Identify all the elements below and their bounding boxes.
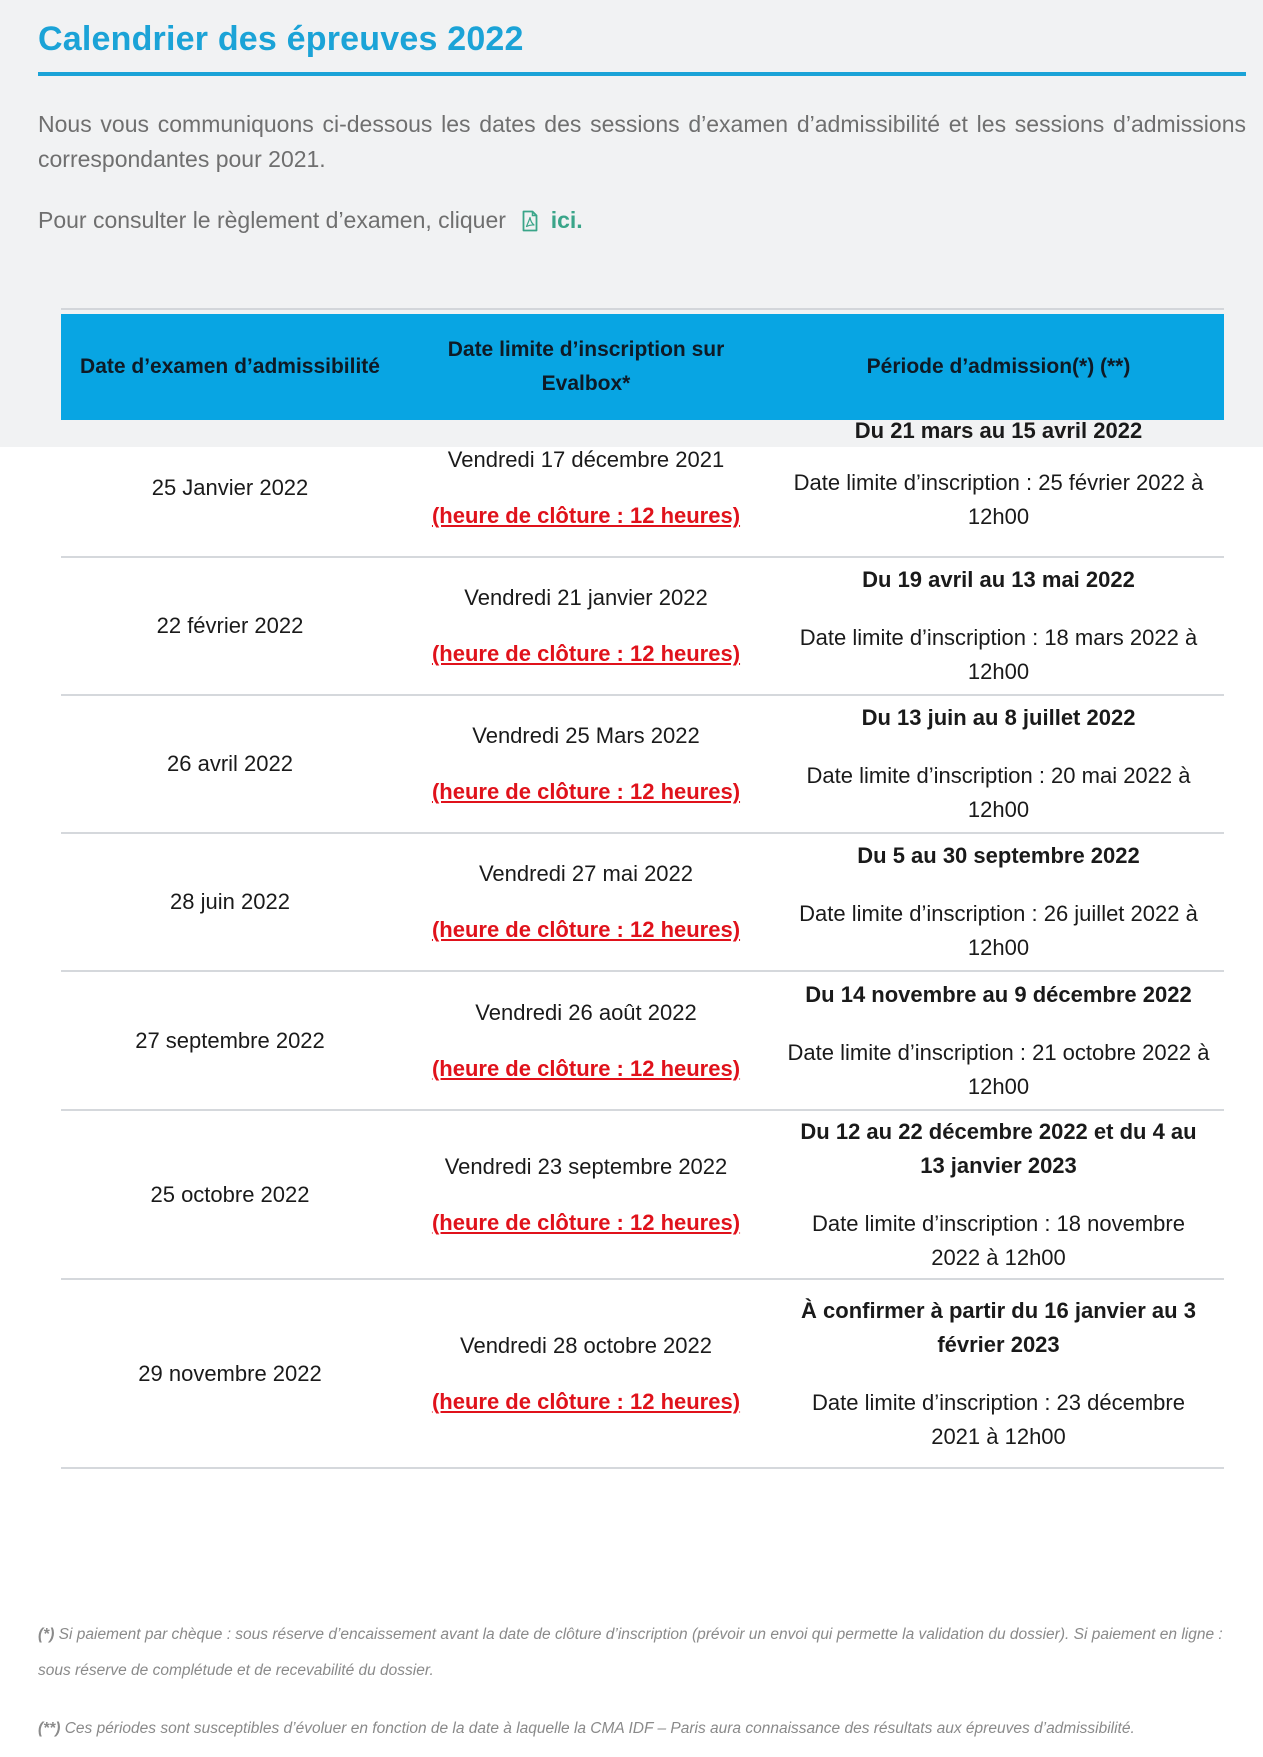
admission-cell xyxy=(773,1280,1224,1467)
admission-cell xyxy=(773,972,1224,1109)
deadline-text: Vendredi 28 octobre 2022 xyxy=(460,1332,712,1358)
header-admission-period: Période d’admission(*) (**) xyxy=(866,355,1131,378)
deadline-text: Vendredi 21 janvier 2022 xyxy=(464,585,708,610)
admission-limit: Date limite d’inscription : 23 décembre 2021 à 12h00 xyxy=(812,1389,1185,1449)
page-title: Calendrier des épreuves 2022 xyxy=(38,20,524,58)
admission-limit: Date limite d’inscription : 21 octobre 2022 à 12h00 xyxy=(787,1039,1210,1099)
exam-date-cell: 22 février 2022 xyxy=(156,613,304,638)
table-row xyxy=(61,1111,1224,1280)
admission-limit: Date limite d’inscription : 18 mars 2022 à 12h00 xyxy=(799,625,1198,684)
reglement-paragraph xyxy=(38,203,1246,242)
admission-period: Du 14 novembre au 9 décembre 2022 xyxy=(805,981,1192,1007)
footnote-2-text: Ces périodes sont susceptibles d’évoluer en fonction de la date à laquelle la CMA IDF – Paris aura connaissance des résultats aux épreuves d’admissibilité. xyxy=(60,1720,1135,1737)
deadline-cell xyxy=(399,1280,773,1467)
deadline-cell xyxy=(399,420,773,556)
table-row xyxy=(61,834,1224,972)
exam-date-cell: 25 Janvier 2022 xyxy=(151,475,309,500)
exam-date-cell: 29 novembre 2022 xyxy=(138,1360,322,1386)
table-row xyxy=(61,420,1224,558)
closing-time-note: (heure de clôture : 12 heures) xyxy=(431,1209,741,1235)
deadline-text: Vendredi 25 Mars 2022 xyxy=(472,723,700,748)
admission-limit: Date limite d’inscription : 25 février 2022 à 12h00 xyxy=(793,470,1204,529)
exam-date-cell: 25 octobre 2022 xyxy=(150,1181,310,1207)
deadline-cell xyxy=(399,834,773,970)
deadline-cell xyxy=(399,1111,773,1278)
footnote-1-marker: (*) xyxy=(38,1626,55,1643)
deadline-cell xyxy=(399,558,773,694)
admission-period: Du 12 au 22 décembre 2022 et du 4 au 13 janvier 2023 xyxy=(800,1118,1197,1178)
closing-time-note: (heure de clôture : 12 heures) xyxy=(431,1055,741,1081)
deadline-text: Vendredi 23 septembre 2022 xyxy=(444,1153,728,1179)
footnote-2-marker: (**) xyxy=(38,1720,61,1737)
deadline-cell xyxy=(399,696,773,832)
deadline-cell xyxy=(399,972,773,1109)
footnote-1 xyxy=(38,1617,1246,1689)
closing-time-note: (heure de clôture : 12 heures) xyxy=(431,503,741,528)
closing-time-note: (heure de clôture : 12 heures) xyxy=(431,917,741,942)
admission-cell xyxy=(773,834,1224,970)
intro-paragraph: Nous vous communiquons ci-dessous les dates des sessions d’examen d’admissibilité et les sessions d’admissions correspondantes pour 2021. xyxy=(38,111,1246,172)
admission-limit: Date limite d’inscription : 18 novembre 2022 à 12h00 xyxy=(812,1210,1185,1270)
exam-date-cell: 27 septembre 2022 xyxy=(135,1027,325,1053)
title-underline xyxy=(38,72,1246,76)
admission-period: Du 13 juin au 8 juillet 2022 xyxy=(861,705,1136,730)
footnotes xyxy=(38,1617,1246,1747)
admission-period: À confirmer à partir du 16 janvier au 3 février 2023 xyxy=(801,1297,1196,1357)
footnote-2 xyxy=(38,1711,1246,1747)
table-row xyxy=(61,972,1224,1111)
table-header xyxy=(61,314,1224,420)
admission-cell xyxy=(773,1111,1224,1278)
table-row xyxy=(61,558,1224,696)
reglement-link[interactable]: ici. xyxy=(550,207,583,233)
admission-cell xyxy=(773,696,1224,832)
deadline-text: Vendredi 17 décembre 2021 xyxy=(447,447,725,472)
deadline-text: Vendredi 26 août 2022 xyxy=(475,999,697,1025)
closing-time-note: (heure de clôture : 12 heures) xyxy=(431,1388,741,1414)
footnote-1-text: Si paiement par chèque : sous réserve d’encaissement avant la date de clôture d’inscription (prévoir un envoi qui permette la validation du dossier). Si paiement en ligne : sous réserve de complétude et de recevabilité du dossier. xyxy=(38,1626,1223,1679)
header-exam-date: Date d’examen d’admissibilité xyxy=(80,355,380,378)
admission-period: Du 5 au 30 septembre 2022 xyxy=(857,843,1140,868)
admission-period: Du 19 avril au 13 mai 2022 xyxy=(862,567,1135,592)
closing-time-note: (heure de clôture : 12 heures) xyxy=(431,779,741,804)
admission-cell xyxy=(773,558,1224,694)
reglement-text: Pour consulter le règlement d’examen, cliquer xyxy=(38,207,506,233)
closing-time-note: (heure de clôture : 12 heures) xyxy=(431,641,741,666)
table-row xyxy=(61,1280,1224,1469)
admission-period: Du 21 mars au 15 avril 2022 xyxy=(854,418,1143,443)
header-deadline: Date limite d’inscription sur Evalbox* xyxy=(447,338,725,395)
table-row xyxy=(61,696,1224,834)
admission-limit: Date limite d’inscription : 20 mai 2022 à 12h00 xyxy=(806,763,1191,822)
admission-cell xyxy=(773,420,1224,556)
table-body xyxy=(61,420,1224,1469)
admission-limit: Date limite d’inscription : 26 juillet 2022 à 12h00 xyxy=(799,901,1198,960)
file-pdf-icon xyxy=(522,207,538,242)
deadline-text: Vendredi 27 mai 2022 xyxy=(478,861,694,886)
exam-date-cell: 26 avril 2022 xyxy=(167,751,293,776)
exam-date-cell: 28 juin 2022 xyxy=(170,889,290,914)
table-top-divider xyxy=(61,308,1224,310)
